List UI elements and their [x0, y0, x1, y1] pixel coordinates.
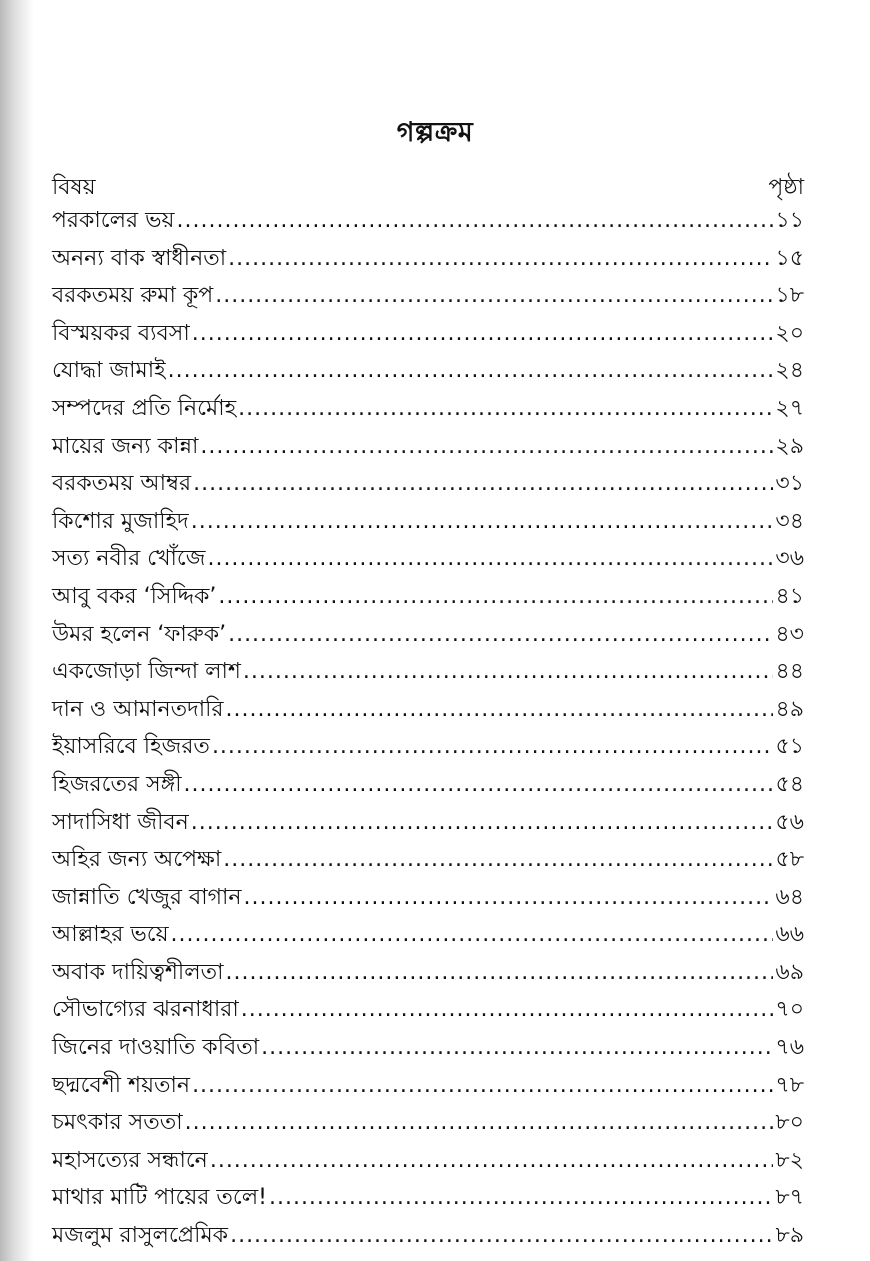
leader-dots	[226, 954, 774, 992]
toc-entry-page-number: ২০	[775, 320, 804, 346]
toc-entry	[52, 1029, 804, 1067]
toc-entry	[52, 991, 804, 1029]
toc-entry-page-number: ৮৯	[775, 1223, 804, 1249]
toc-entry	[52, 728, 804, 766]
toc-entry-title: একজোড়া জিন্দা লাশ	[52, 659, 241, 685]
toc-entry	[52, 916, 804, 954]
toc-entry-title: যোদ্ধা জামাই	[52, 358, 166, 384]
toc-entry-page-number: ৪৩	[775, 621, 804, 647]
leader-dots	[243, 653, 774, 691]
toc-entry	[52, 1104, 804, 1142]
leader-dots	[230, 1217, 773, 1255]
binding-shadow	[0, 0, 34, 1261]
leader-dots	[218, 578, 773, 616]
toc-entry-title: বরকতময় রুমা কূপ	[52, 283, 214, 309]
toc-entry	[52, 616, 804, 654]
leader-dots	[192, 315, 774, 353]
toc-entry-page-number: ৪৯	[775, 696, 804, 722]
toc-entry-title: সত্য নবীর খোঁজে	[52, 546, 206, 572]
toc-entry-title: সম্পদের প্রতি নির্মোহ	[52, 395, 237, 421]
leader-dots	[223, 841, 773, 879]
toc-entry-page-number: ২৯	[775, 433, 804, 459]
toc-entry-title: দান ও আমানতদারি	[52, 696, 224, 722]
toc-entry-page-number: ২৪	[775, 358, 804, 384]
toc-entry	[52, 1179, 804, 1217]
toc-entry	[52, 465, 804, 503]
toc-entry-page-number: ২৭	[775, 395, 804, 421]
leader-dots	[184, 766, 774, 804]
toc-entry-page-number: ৬৯	[775, 959, 804, 985]
toc-entry	[52, 1217, 804, 1255]
toc-entry-title: মহাসত্যের সন্ধানে	[52, 1147, 208, 1173]
toc-entry-page-number: ৫১	[775, 734, 804, 760]
leader-dots	[228, 616, 773, 654]
leader-dots	[193, 465, 773, 503]
toc-entry	[52, 766, 804, 804]
toc-entry-title: আবু বকর ‘সিদ্দিক’	[52, 583, 217, 609]
toc-entry-title: সৌভাগ্যের ঝরনাধারা	[52, 997, 239, 1023]
toc-entry-title: অহির জন্য অপেক্ষা	[52, 847, 222, 873]
leader-dots	[212, 728, 774, 766]
toc-entry-title: মায়ের জন্য কান্না	[52, 433, 199, 459]
toc-entry-title: চমৎকার সততা	[52, 1110, 183, 1136]
toc-entry-page-number: ১১	[775, 208, 804, 233]
leader-dots	[191, 503, 774, 541]
toc-entry	[52, 428, 804, 466]
toc-entry	[52, 804, 804, 842]
toc-entry-title: আল্লাহর ভয়ে	[52, 922, 169, 948]
toc-entry	[52, 503, 804, 541]
toc-entry-page-number: ৮৭	[775, 1185, 804, 1211]
toc-entry-page-number: ৬৬	[775, 922, 804, 948]
leader-dots	[207, 540, 773, 578]
toc-entry-title: ইয়াসরিবে হিজরত	[52, 734, 210, 760]
leader-dots	[238, 390, 773, 428]
toc-entry-title: জিনের দাওয়াতি কবিতা	[52, 1035, 260, 1061]
leader-dots	[191, 804, 774, 842]
toc-entry	[52, 315, 804, 353]
toc-entry	[52, 277, 804, 315]
leader-dots	[200, 428, 773, 466]
leader-dots	[241, 991, 774, 1029]
toc-entry	[52, 578, 804, 616]
leader-dots	[215, 277, 773, 315]
toc-entry-title: বিস্ময়কর ব্যবসা	[52, 320, 190, 346]
toc-entry-page-number: ৮২	[775, 1147, 804, 1173]
leader-dots	[192, 1067, 773, 1105]
toc-entry-page-number: ৪১	[775, 583, 804, 609]
toc-entry	[52, 841, 804, 879]
toc-entry-title: হিজরতের সঙ্গী	[52, 771, 182, 797]
toc-entry-page-number: ১৮	[775, 283, 804, 309]
toc-entry-page-number: ৫৬	[775, 809, 804, 835]
toc-entry-title: ছদ্মবেশী শয়তান	[52, 1072, 191, 1098]
toc-entry-title: অবাক দায়িত্বশীলতা	[52, 959, 224, 985]
toc-entry-title: পরকালের ভয়	[52, 208, 175, 233]
toc-entry-title: জান্নাতি খেজুর বাগান	[52, 884, 242, 910]
toc-entry-page-number: ৪৪	[775, 659, 804, 685]
toc-entry-page-number: ১৫	[775, 245, 804, 271]
leader-dots	[171, 916, 774, 954]
toc-entry	[52, 879, 804, 917]
toc-entry	[52, 691, 804, 729]
toc-entry	[52, 202, 804, 240]
leader-dots	[185, 1104, 774, 1142]
toc-entry	[52, 540, 804, 578]
toc-entry-page-number: ৩১	[775, 471, 804, 497]
toc-entry-page-number: ৩৪	[775, 508, 804, 534]
toc-entry	[52, 240, 804, 278]
toc-entry-page-number: ৭৮	[775, 1072, 804, 1098]
toc-entry-page-number: ৫৪	[775, 771, 804, 797]
toc-entry	[52, 1142, 804, 1180]
toc-entry	[52, 653, 804, 691]
column-header-subject: বিষয়	[52, 175, 96, 200]
column-header-page: পৃষ্ঠা	[768, 175, 804, 200]
toc-entry-page-number: ৭৬	[775, 1035, 804, 1061]
toc-entry-page-number: ৫৮	[775, 847, 804, 873]
toc-entry-page-number: ৬৪	[775, 884, 804, 910]
toc-entry-title: কিশোর মুজাহিদ	[52, 508, 189, 534]
toc-entry-page-number: ৩৬	[775, 546, 804, 572]
toc-entry	[52, 352, 804, 390]
toc-entry	[52, 390, 804, 428]
toc-entry	[52, 1067, 804, 1105]
toc-entry-title: বরকতময় আম্বর	[52, 471, 192, 497]
toc-entry-page-number: ৭০	[775, 997, 804, 1023]
leader-dots	[225, 691, 773, 729]
table-of-contents	[52, 202, 804, 1255]
page-title: গল্পক্রম	[396, 117, 474, 148]
leader-dots	[210, 1142, 774, 1180]
toc-entry-title: মাথার মাটি পায়ের তলে!	[52, 1185, 267, 1211]
leader-dots	[168, 352, 774, 390]
leader-dots	[228, 240, 773, 278]
toc-entry	[52, 954, 804, 992]
toc-entry-title: উমর হলেন ‘ফারুক’	[52, 621, 227, 647]
toc-entry-title: অনন্য বাক স্বাধীনতা	[52, 245, 227, 271]
toc-entry-title: সাদাসিধা জীবন	[52, 809, 189, 835]
leader-dots	[244, 879, 774, 917]
toc-entry-title: মজলুম রাসুলপ্রেমিক	[52, 1223, 229, 1249]
toc-entry-page-number: ৮০	[775, 1110, 804, 1136]
leader-dots	[177, 202, 774, 240]
leader-dots	[261, 1029, 773, 1067]
leader-dots	[269, 1179, 773, 1217]
